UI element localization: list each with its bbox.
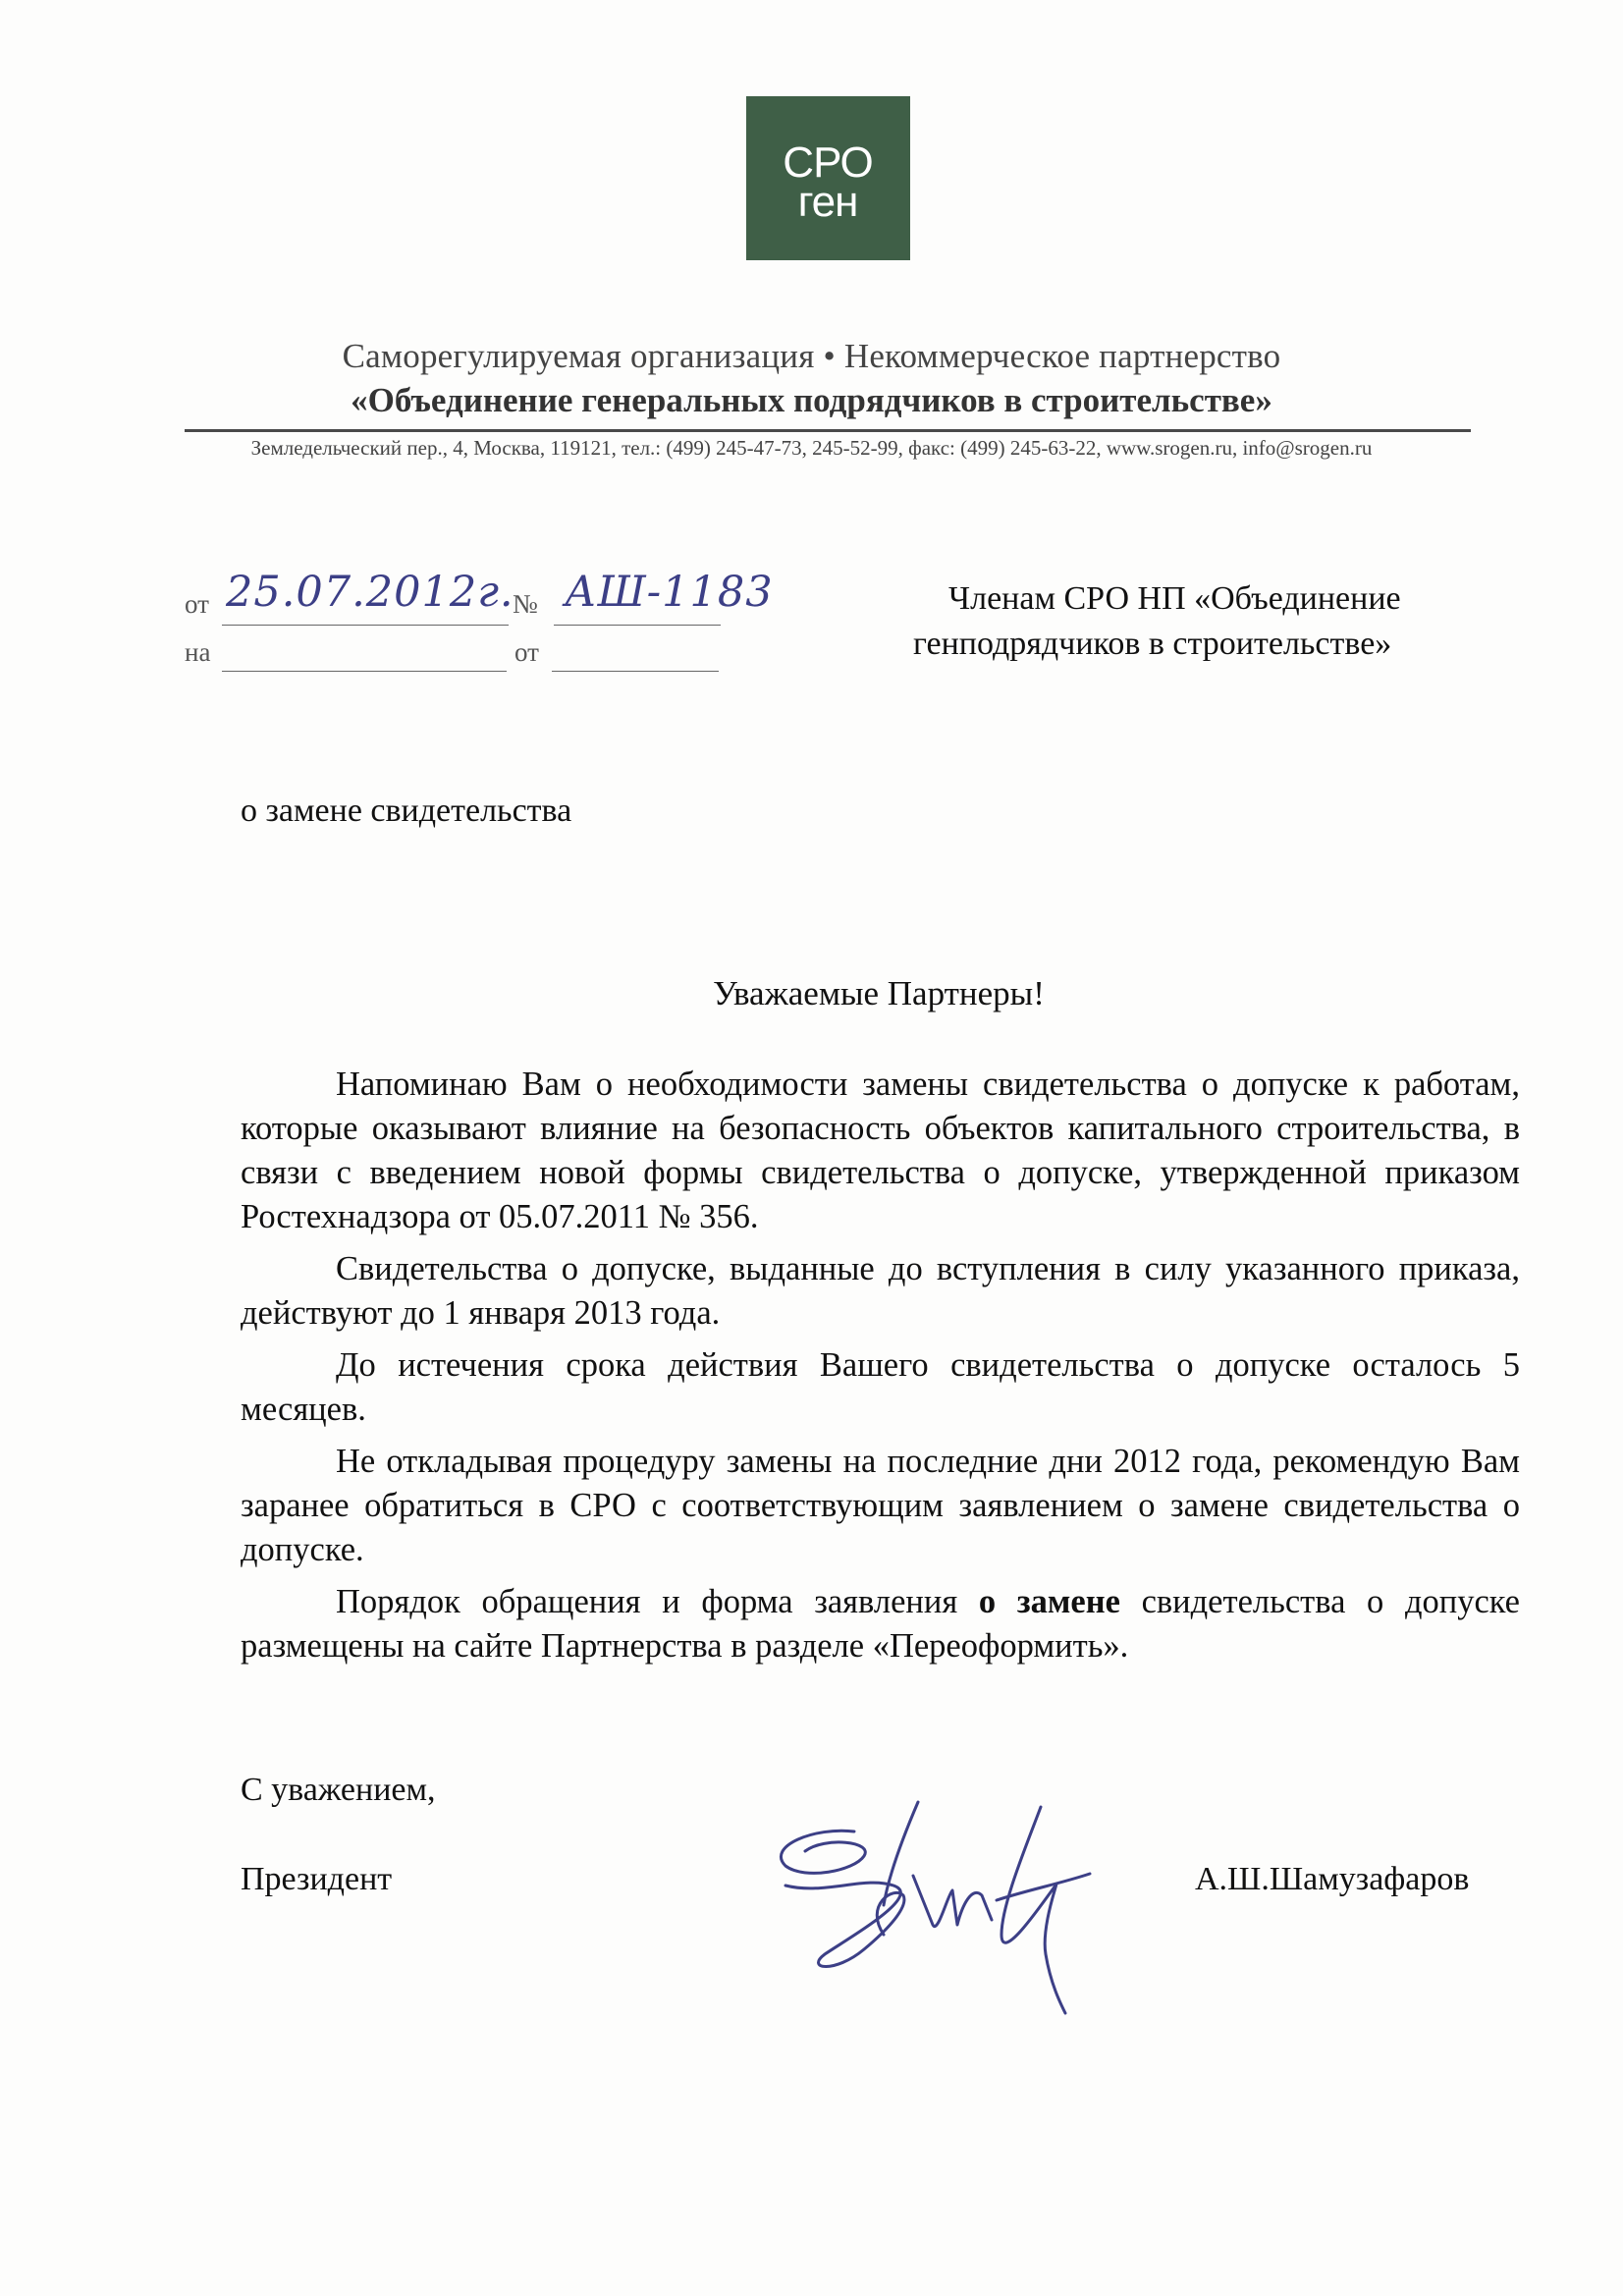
ref-number-handwritten: АШ-1183 [565, 568, 774, 617]
body-p5-end: свидетельства о допуске размещены на сайте Партнерства в разделе «Переоформить». [241, 1583, 1520, 1665]
body-paragraph-1: Напоминаю Вам о необходимости замены свидетельства о допуске к работам, которые оказывают влияние на безопасность объектов капитального строительства, в связи с введением новой формы свидетельства о допуске, утвержденной приказом Ростехнадзора от 05.07.2011 № 356. [241, 1066, 1520, 1235]
handwritten-signature [746, 1787, 1139, 2023]
letterhead-divider [185, 429, 1471, 432]
addressee-line2: генподрядчиков в строительстве» [913, 626, 1392, 662]
ref-from-label: от [185, 589, 209, 619]
body-p5-bold: о замене [978, 1583, 1120, 1620]
ref-from2-underline [552, 671, 719, 672]
logo-mark [746, 96, 910, 260]
logo-line1: СРО [783, 138, 873, 187]
org-name-line2: «Объединение генеральных подрядчиков в строительстве» [351, 381, 1272, 419]
body-paragraph-5 [241, 1580, 1520, 1668]
signer-position: Президент [241, 1861, 393, 1897]
org-logo [746, 96, 910, 260]
org-name-line1: Саморегулируемая организация • Некоммерческое партнерство [342, 337, 1281, 375]
closing-phrase: С уважением, [241, 1772, 436, 1808]
addressee-line1: Членам СРО НП «Объединение [948, 580, 1401, 617]
letter-subject: о замене свидетельства [241, 793, 572, 829]
ref-number-label: № [513, 589, 538, 619]
body-paragraph-3: До истечения срока действия Вашего свидетельства о допуске осталось 5 месяцев. [241, 1346, 1520, 1428]
ref-on-label: на [185, 637, 211, 667]
logo-line2: ГЕН [797, 178, 858, 226]
ref-date-handwritten: 25.07.2012г. [226, 568, 514, 617]
ref-number-underline [554, 625, 721, 626]
letter-body [241, 1063, 1520, 1676]
ref-on-underline [222, 671, 507, 672]
ref-from-label2: от [514, 637, 539, 667]
ref-date-underline [222, 625, 509, 626]
org-contacts: Земледельческий пер., 4, Москва, 119121, тел.: (499) 245-47-73, 245-52-99, факс: (499) 245-63-22, www.srogen.ru, info@srogen.ru [250, 436, 1373, 460]
signer-name: А.Ш.Шамузафаров [1195, 1861, 1470, 1897]
body-paragraph-4: Не откладывая процедуру замены на последние дни 2012 года, рекомендую Вам заранее обратиться в СРО с соответствующим заявлением о замене свидетельства о допуске. [241, 1443, 1520, 1568]
body-paragraph-2: Свидетельства о допуске, выданные до вступления в силу указанного приказа, действуют до 1 января 2013 года. [241, 1250, 1520, 1332]
body-p5-start: Порядок обращения и форма заявления [336, 1583, 979, 1620]
addressee [913, 576, 1522, 667]
salutation: Уважаемые Партнеры! [713, 974, 1045, 1012]
